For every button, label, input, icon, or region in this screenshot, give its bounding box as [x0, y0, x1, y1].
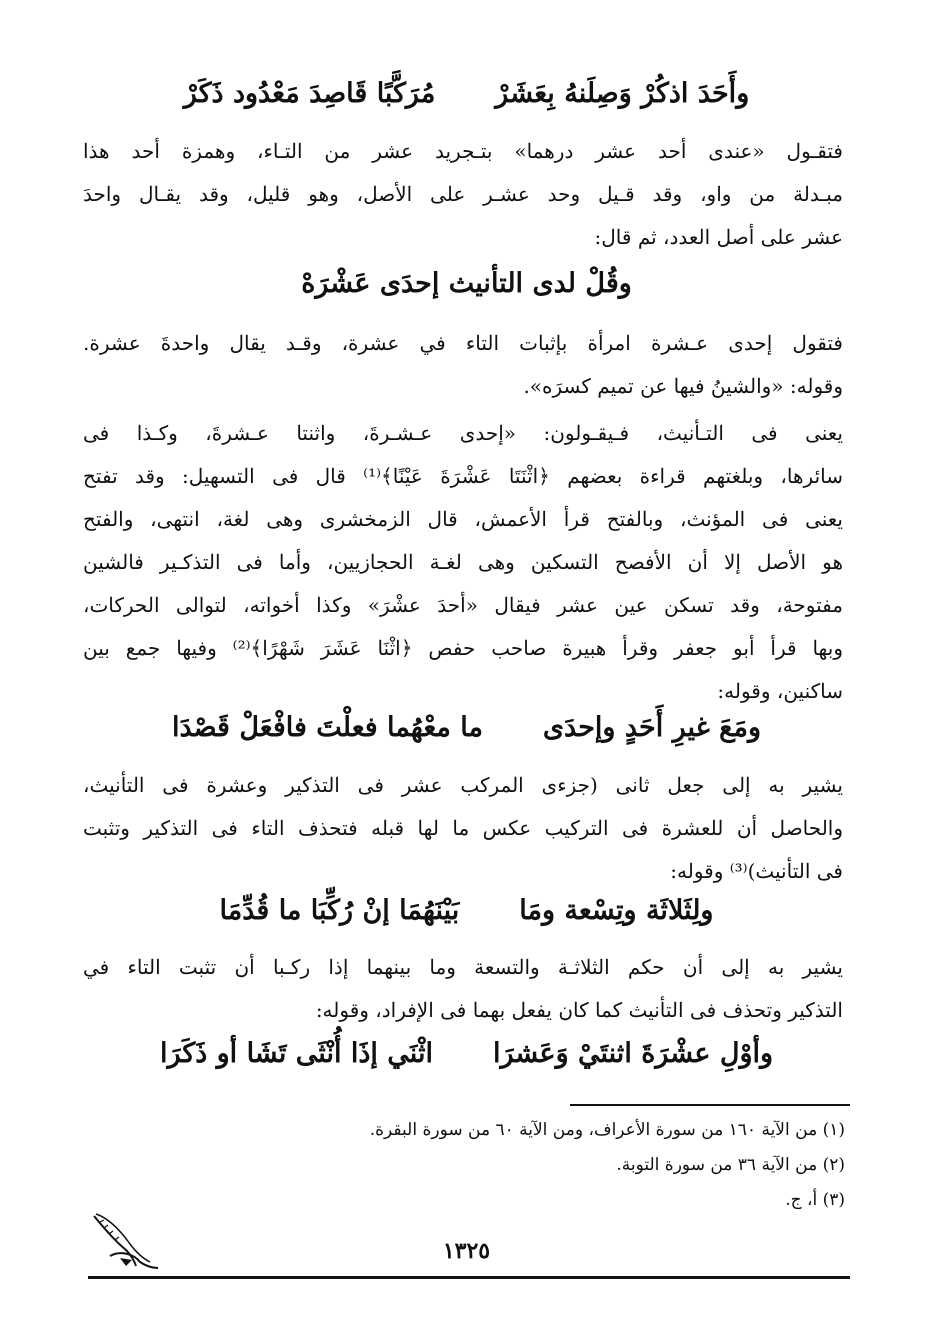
verse-hemistich-left: مُرَكَّبًا قَاصِدَ مَعْدُود ذَكَرْ [183, 78, 436, 109]
text-line: يشير به إلى جعل ثانى (جزءى المركب عشر فى التذكير وعشرة فى التأنيث، [83, 773, 843, 797]
text-line: هو الأصل إلا أن الأفصح التسكين وهى لغـة الحجازيين، وأما فى التذكـير فالشين [83, 550, 843, 574]
text-line: مبـدلة من واو، وقد قـيل وحد عشـر على الأصل، وهو قليل، وقد يقـال واحدَ [83, 182, 843, 206]
verse-hemistich-right: ومَعَ غيرِ أَحَدٍ وإحدَى [542, 712, 762, 743]
verse-hemistich-left: اثْنَي إذَا أُنْثَى تَشَا أو ذَكَرَا [159, 1038, 433, 1069]
footnote-separator [570, 1104, 850, 1106]
bottom-rule [88, 1276, 850, 1279]
text-line: يعنى فى المؤنث، وبالفتح قرأ الأعمش، قال الزمخشرى وهى لغة، انتهى، والفتح [83, 507, 843, 531]
footnote: (٣) أ، ج. [785, 1190, 845, 1210]
verse-line [120, 78, 813, 109]
page-number: ١٣٢٥ [442, 1238, 491, 1264]
text-line: عشر على أصل العدد، ثم قال: [594, 225, 843, 249]
text-line: ساكنين، وقوله: [717, 679, 843, 703]
verse-hemistich-right: ولِثَلاثَة وتِسْعة ومَا [519, 895, 714, 926]
verse-hemistich-right: وأَحَدَ اذكُرْ وَصِلَنهُ بِعَشَرْ [495, 78, 750, 109]
text-line: وبها قرأ أبو جعفر وقرأ هبيرة صاحب حفص ﴿اثْنَا عَشَرَ شَهْرًا﴾⁽²⁾ وفيها جمع بين [83, 636, 843, 660]
verse-single: وقُلْ لدى التأنيث إحدَى عَشْرَهْ [301, 268, 632, 299]
text-line: يشير به إلى أن حكم الثلاثـة والتسعة وما بينهما إذا ركـبا أن تثبت التاء في [83, 955, 843, 979]
verse-line [120, 895, 813, 926]
text-line: يعنى فى التـأنيث، فـيقـولون: «إحدى عـشـرةَ، واثنتا عـشرةَ، وكـذا فى [83, 421, 843, 445]
paragraph [83, 764, 843, 893]
text-line: والحاصل أن للعشرة فى التركيب عكس ما لها قبله فتحذف التاء فى التذكير وتثبت [83, 816, 843, 840]
paragraph [83, 322, 843, 408]
footnote: (١) من الآية ١٦٠ من سورة الأعراف، ومن الآية ٦٠ من سورة البقرة. [369, 1120, 845, 1140]
text-line: سائرها، وبلغتهم قراءة بعضهم ﴿اثْنَتَا عَشْرَةَ عَيْنًا﴾⁽¹⁾ قال فى التسهيل: وقد تفتح [83, 464, 843, 488]
text-line: مفتوحة، وقد تسكن عين عشر فيقال «أحدَ عشْرَ» وكذا أخواته، لتوالى الحركات، [83, 593, 843, 617]
verse-hemistich-left: ما معْهُما فعلْتَ فافْعَلْ قَصْدَا [171, 712, 483, 743]
verse-hemistich-right: وأوْلِ عشْرَةَ اثنتَيْ وَعَشرَا [492, 1038, 774, 1069]
text-line: التذكير وتحذف فى التأنيث كما كان يفعل بهما فى الإفراد، وقوله: [315, 998, 843, 1022]
text-line: فتقول إحدى عـشرة امرأة بإثبات التاء في عشرة، وقـد يقال واحدةَ عشرة. [83, 331, 843, 355]
text-line: فى التأنيث)⁽³⁾ وقوله: [670, 859, 843, 883]
text-line: فتقـول «عندى أحد عشر درهما» بتـجريد عشر من التـاء، وهمزة أحد هذا [83, 139, 843, 163]
paragraph [83, 130, 843, 259]
footnotes [85, 1113, 845, 1218]
text-line: وقوله: «والشينُ فيها عن تميم كسرَه». [523, 374, 843, 398]
footnote: (٢) من الآية ٣٦ من سورة التوبة. [616, 1155, 845, 1175]
paragraph [83, 946, 843, 1032]
verse-hemistich-left: بَيْنَهُمَا إنْ رُكِّبَا ما قُدِّمَا [219, 895, 460, 926]
verse-line [120, 712, 813, 743]
paragraph [83, 412, 843, 713]
verse-line [120, 268, 813, 299]
verse-line [120, 1038, 813, 1069]
